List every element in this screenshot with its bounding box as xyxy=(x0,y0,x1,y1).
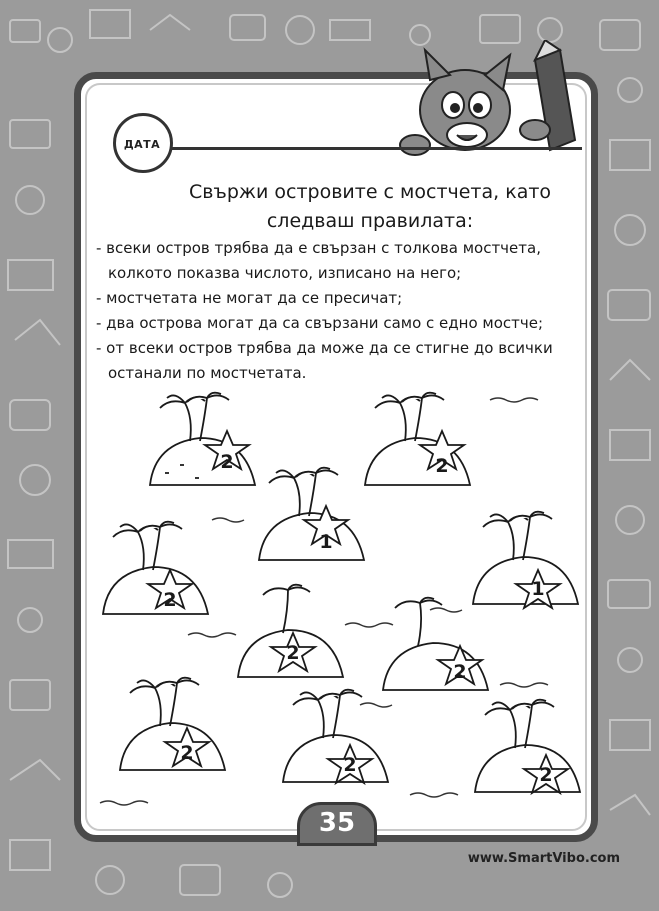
island-6[interactable] xyxy=(233,585,353,685)
island-1-clue: 2 xyxy=(220,451,234,473)
island-4-clue: 2 xyxy=(163,589,177,611)
island-6-clue: 2 xyxy=(286,642,300,664)
rule-2: - мостчетата не могат да се пресичат; xyxy=(96,289,403,307)
island-10-clue: 2 xyxy=(539,764,553,786)
task-title-line-1: Свържи островите с мостчета, като xyxy=(188,181,552,203)
island-7[interactable] xyxy=(378,598,498,698)
page-number: 35 xyxy=(318,808,356,838)
website-url: www.SmartVibo.com xyxy=(467,851,620,866)
rule-3: - два острова могат да са свързани само с едно мостче; xyxy=(96,314,544,332)
island-3[interactable] xyxy=(254,468,374,568)
island-2-clue: 2 xyxy=(435,455,449,477)
rule-4-continued: останали по мостчетата. xyxy=(108,364,307,382)
rule-1: - всеки остров трябва да е свързан с толкова мостчета, xyxy=(96,239,541,257)
island-5-clue: 1 xyxy=(531,578,545,600)
island-9-clue: 2 xyxy=(343,754,357,776)
island-7-clue: 2 xyxy=(453,661,467,683)
island-1[interactable] xyxy=(145,393,265,493)
rule-1-continued: колкото показва числото, изписано на него; xyxy=(108,264,462,282)
date-label: ДАТА xyxy=(123,138,161,151)
island-10[interactable] xyxy=(470,700,590,800)
island-3-clue: 1 xyxy=(319,531,333,553)
island-8-clue: 2 xyxy=(180,742,194,764)
rule-4: - от всеки остров трябва да може да се стигне до всички xyxy=(96,339,553,357)
island-2[interactable] xyxy=(360,393,480,493)
task-title-line-2: следваш правилата: xyxy=(266,210,474,232)
